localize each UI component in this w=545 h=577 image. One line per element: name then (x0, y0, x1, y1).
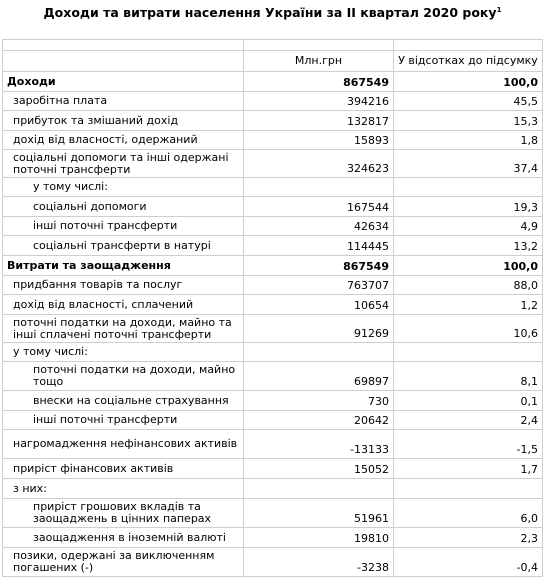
header-label-cell (3, 51, 244, 72)
table-row (3, 362, 543, 391)
table-row (3, 411, 543, 430)
row-value-mln-uah: 15052 (244, 459, 394, 479)
row-label: у тому числі: (3, 178, 244, 197)
row-label: поточні податки на доходи, майно та інші сплачені поточні трансферти (3, 315, 244, 343)
page-title (0, 2, 545, 21)
table-row (3, 256, 543, 276)
row-value-mln-uah: 114445 (244, 236, 394, 256)
row-value-mln-uah: -13133 (244, 430, 394, 459)
row-label: соціальні допомоги (3, 197, 244, 217)
table-row (3, 178, 543, 197)
row-label: дохід від власності, сплачений (3, 295, 244, 315)
row-value-mln-uah: 19810 (244, 528, 394, 548)
row-percent: 1,7 (394, 459, 543, 479)
table-row (3, 295, 543, 315)
row-label: заощадження в іноземній валюті (3, 528, 244, 548)
row-value-mln-uah: 51961 (244, 499, 394, 528)
row-percent: 2,4 (394, 411, 543, 430)
row-value-mln-uah: 10654 (244, 295, 394, 315)
table-row (3, 276, 543, 295)
row-value-mln-uah: 15893 (244, 131, 394, 150)
table-row (3, 217, 543, 236)
spacer-row (3, 40, 543, 51)
row-percent (394, 343, 543, 362)
row-value-mln-uah: 167544 (244, 197, 394, 217)
table-row (3, 111, 543, 131)
row-label: внески на соціальне страхування (3, 391, 244, 411)
row-label: приріст грошових вкладів та заощаджень в цінних паперах (3, 499, 244, 528)
row-percent: 13,2 (394, 236, 543, 256)
row-label: прибуток та змішаний дохід (3, 111, 244, 131)
row-value-mln-uah: 867549 (244, 72, 394, 92)
row-label: у тому числі: (3, 343, 244, 362)
table-row (3, 315, 543, 343)
table-row (3, 479, 543, 499)
row-label: Витрати та заощадження (3, 256, 244, 276)
row-value-mln-uah (244, 479, 394, 499)
row-value-mln-uah (244, 343, 394, 362)
row-label: приріст фінансових активів (3, 459, 244, 479)
row-percent: 4,9 (394, 217, 543, 236)
row-value-mln-uah: 730 (244, 391, 394, 411)
row-label: придбання товарів та послуг (3, 276, 244, 295)
table-row (3, 528, 543, 548)
row-percent: -1,5 (394, 430, 543, 459)
row-label: позики, одержані за виключенням погашених (-) (3, 548, 244, 577)
table-row (3, 131, 543, 150)
row-value-mln-uah: 324623 (244, 150, 394, 178)
header-percent-of-total: У відсотках до підсумку (394, 51, 543, 72)
table-row (3, 72, 543, 92)
table-row (3, 343, 543, 362)
row-percent (394, 479, 543, 499)
table-row (3, 391, 543, 411)
row-percent: 2,3 (394, 528, 543, 548)
row-value-mln-uah: 132817 (244, 111, 394, 131)
row-percent (394, 178, 543, 197)
table-row (3, 150, 543, 178)
row-value-mln-uah: 20642 (244, 411, 394, 430)
row-label: соціальні допомоги та інші одержані поточні трансферти (3, 150, 244, 178)
row-value-mln-uah: 763707 (244, 276, 394, 295)
row-label: нагромадження нефінансових активів (3, 430, 244, 459)
header-row (3, 51, 543, 72)
row-percent: 45,5 (394, 92, 543, 111)
row-label: заробітна плата (3, 92, 244, 111)
table-row (3, 92, 543, 111)
row-value-mln-uah: 867549 (244, 256, 394, 276)
row-value-mln-uah: -3238 (244, 548, 394, 577)
row-label: Доходи (3, 72, 244, 92)
row-percent: 10,6 (394, 315, 543, 343)
row-percent: 0,1 (394, 391, 543, 411)
income-expense-table (2, 39, 543, 577)
row-label: дохід від власності, одержаний (3, 131, 244, 150)
table-row (3, 236, 543, 256)
table-row (3, 548, 543, 577)
title-footnote: 1 (496, 6, 502, 14)
row-percent: 8,1 (394, 362, 543, 391)
row-label: соціальні трансферти в натурі (3, 236, 244, 256)
row-value-mln-uah (244, 178, 394, 197)
row-value-mln-uah: 42634 (244, 217, 394, 236)
table-row (3, 197, 543, 217)
table-row (3, 499, 543, 528)
row-label: інші поточні трансферти (3, 217, 244, 236)
row-percent: -0,4 (394, 548, 543, 577)
row-percent: 6,0 (394, 499, 543, 528)
row-value-mln-uah: 69897 (244, 362, 394, 391)
row-value-mln-uah: 394216 (244, 92, 394, 111)
row-percent: 37,4 (394, 150, 543, 178)
row-percent: 1,2 (394, 295, 543, 315)
row-percent: 15,3 (394, 111, 543, 131)
row-percent: 1,8 (394, 131, 543, 150)
title-text: Доходи та витрати населення України за ІІ квартал 2020 року (43, 5, 497, 21)
table-row (3, 459, 543, 479)
header-mln-uah: Млн.грн (244, 51, 394, 72)
row-label: інші поточні трансферти (3, 411, 244, 430)
row-value-mln-uah: 91269 (244, 315, 394, 343)
row-percent: 100,0 (394, 256, 543, 276)
row-percent: 100,0 (394, 72, 543, 92)
row-percent: 19,3 (394, 197, 543, 217)
table-row (3, 430, 543, 459)
row-label: з них: (3, 479, 244, 499)
row-percent: 88,0 (394, 276, 543, 295)
row-label: поточні податки на доходи, майно тощо (3, 362, 244, 391)
